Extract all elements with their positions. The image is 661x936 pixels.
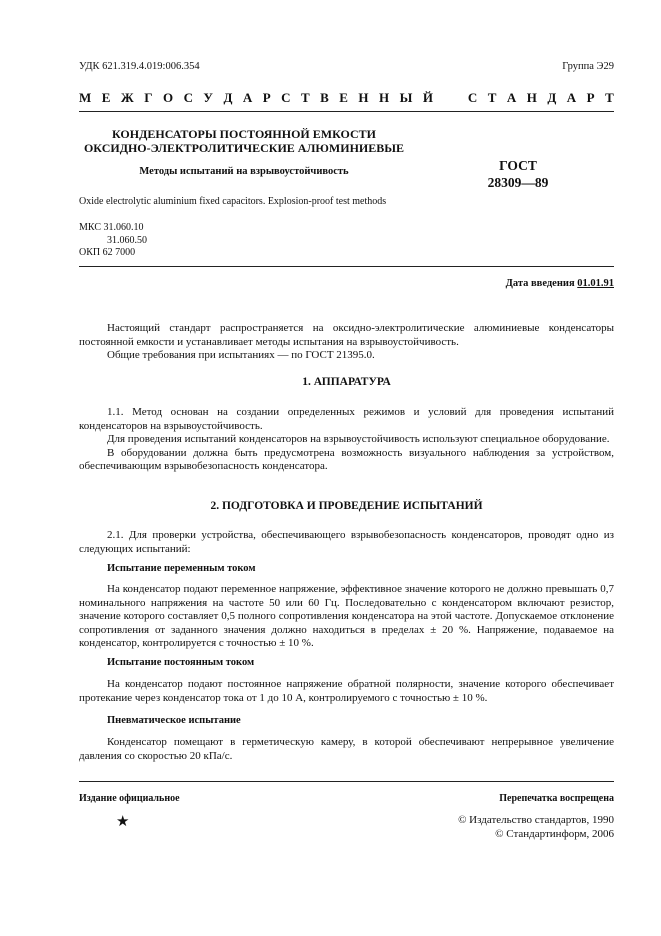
star-icon: ★: [116, 812, 130, 830]
section-2-heading: 2. ПОДГОТОВКА И ПРОВЕДЕНИЕ ИСПЫТАНИЙ: [210, 500, 483, 512]
banner-letter: А: [506, 90, 517, 105]
section-1-paragraph-1: 1.1. Метод основан на создании определенных режимов и условий для проведения испытаний конденсаторов на взрывоустойчивость.: [79, 406, 614, 432]
gost-label: ГОСТ: [499, 158, 537, 173]
ac-test-text: [79, 583, 614, 651]
english-title: Oxide electrolytic aluminium fixed capacitors. Explosion-proof test methods: [79, 196, 387, 207]
banner-letter: С: [467, 90, 478, 105]
banner-letter: М: [79, 90, 92, 105]
okp-code: ОКП 62 7000: [79, 247, 136, 258]
gost-number: 28309—89: [487, 175, 549, 190]
section-1-paragraph-3: В оборудовании должна быть предусмотрена возможность визуального наблюдения за устройством, обеспечивающим взрывобезопасность конденсатора.: [79, 446, 614, 473]
section-1-text: [79, 406, 614, 474]
banner-letter: С: [183, 90, 193, 105]
dc-test-paragraph: На конденсатор подают постоянное напряжение обратной полярности, значение которого обеспечивает протекание через конденсатор тока от 1 до 10 А, контролируемого с точностью ± 10 %.: [79, 678, 614, 704]
gost-block: [473, 157, 563, 191]
banner-letter: Д: [547, 90, 557, 105]
banner-letter: Н: [358, 90, 369, 105]
banner-letter: Д: [223, 90, 233, 105]
banner-letter: Т: [487, 90, 497, 105]
introduction-date: [506, 278, 614, 289]
title-line-1: КОНДЕНСАТОРЫ ПОСТОЯННОЙ ЕМКОСТИ: [112, 127, 376, 141]
udk-code: УДК 621.319.4.019:006.354: [79, 61, 200, 72]
official-edition-label: Издание официальное: [79, 793, 180, 804]
section-1-paragraph-2: Для проведения испытаний конденсаторов на взрывоустойчивость используют специальное оборудование.: [107, 433, 610, 446]
banner-letter: Т: [301, 90, 310, 105]
document-title: [79, 127, 409, 155]
banner-letter: А: [566, 90, 577, 105]
header-rule: [79, 266, 614, 267]
interstate-standard-banner: [79, 90, 614, 106]
section-2-intro: [79, 529, 614, 556]
pneumatic-test-paragraph: Конденсатор помещают в герметическую камеру, в которой обеспечивают непрерывное увеличение давления со скоростью 20 кПа/с.: [79, 736, 614, 762]
banner-letter: С: [281, 90, 291, 105]
ac-test-heading: Испытание переменным током: [107, 563, 256, 574]
banner-letter: Н: [379, 90, 390, 105]
banner-letter: Т: [605, 90, 614, 105]
banner-letter: У: [203, 90, 213, 105]
mks-code-1: МКС 31.060.10: [79, 222, 144, 233]
banner-letter: Ы: [399, 90, 413, 105]
banner-letter: Й: [422, 90, 433, 105]
pneumatic-test-heading: Пневматическое испытание: [107, 715, 241, 726]
copyright-1990: © Издательство стандартов, 1990: [458, 814, 614, 826]
section-1-heading: 1. АППАРАТУРА: [302, 376, 391, 388]
section-2-paragraph-1: 2.1. Для проверки устройства, обеспечивающего взрывобезопасность конденсаторов, проводят одно из следующих испытаний:: [79, 529, 614, 555]
intro-paragraph-1: Настоящий стандарт распространяется на оксидно-электролитические алюминиевые конденсаторы постоянной емкости и устанавливает методы испытания на взрывоустойчивость.: [79, 322, 614, 348]
copyright-block: [458, 814, 614, 841]
title-line-2: ОКСИДНО-ЭЛЕКТРОЛИТИЧЕСКИЕ АЛЮМИНИЕВЫЕ: [83, 141, 405, 155]
reprint-prohibited-label: Перепечатка воспрещена: [499, 793, 614, 804]
top-rule: [79, 111, 614, 112]
banner-letter: Ж: [120, 90, 134, 105]
classification-codes: [79, 222, 147, 260]
methods-subtitle: Методы испытаний на взрывоустойчивость: [139, 166, 349, 177]
footer-rule: [79, 781, 614, 782]
pneumatic-test-text: [79, 736, 614, 763]
banner-letter: Е: [339, 90, 348, 105]
banner-letter: О: [162, 90, 174, 105]
banner-letter: Р: [262, 90, 271, 105]
intro-text: [79, 322, 614, 363]
date-label: Дата введения: [505, 278, 578, 289]
copyright-2006: © Стандартинформ, 2006: [495, 827, 614, 840]
banner-letter: Р: [586, 90, 595, 105]
banner-letter: В: [320, 90, 329, 105]
mks-code-2: 31.060.50: [107, 234, 147, 246]
banner-letter: Е: [101, 90, 111, 105]
intro-paragraph-2: Общие требования при испытаниях — по ГОСТ 21395.0.: [107, 349, 375, 362]
date-value: 01.01.91: [577, 278, 614, 289]
ac-test-paragraph: На конденсатор подают переменное напряжение, эффективное значение которого не должно превышать 0,7 номинального напряжения на частоте 50 или 60 Гц. Последовательно с конденсатором включают резистор, значение которого составляет 0,5 полного сопротивления конденсатора на этой частоте. Допускаемое отклонение сопротивления от заданного значения должно находиться в пределах ± 20 %. Напряжение, подаваемое на конденсатор, контролируется с точностью ± 10 %.: [79, 583, 614, 650]
dc-test-text: [79, 678, 614, 705]
dc-test-heading: Испытание постоянным током: [107, 657, 255, 668]
banner-gap: [443, 90, 457, 106]
group-code: Группа Э29: [562, 61, 614, 72]
banner-letter: Н: [526, 90, 537, 105]
banner-letter: А: [242, 90, 253, 105]
banner-letter: Г: [144, 90, 153, 105]
